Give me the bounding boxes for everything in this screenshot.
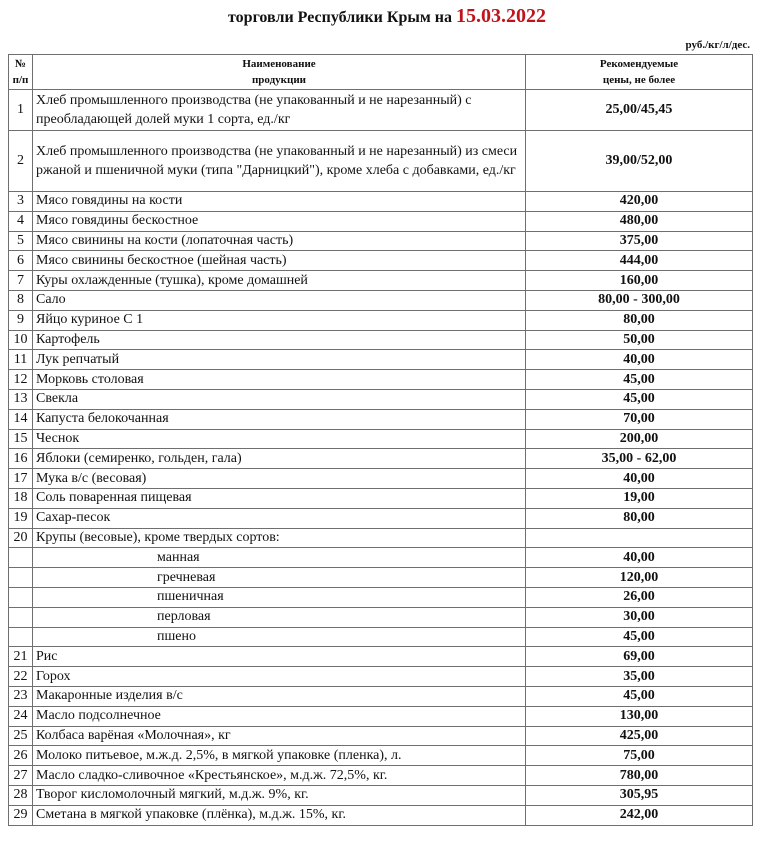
row-number: 8	[9, 290, 33, 310]
product-name: Горох	[33, 667, 526, 687]
product-name: Чеснок	[33, 429, 526, 449]
product-price: 30,00	[526, 607, 753, 627]
product-price: 80,00	[526, 508, 753, 528]
table-subrow	[9, 607, 753, 627]
product-price: 35,00	[526, 667, 753, 687]
product-name: Картофель	[33, 330, 526, 350]
product-price: 69,00	[526, 647, 753, 667]
row-number: 9	[9, 310, 33, 330]
product-price: 40,00	[526, 548, 753, 568]
row-number: 3	[9, 192, 33, 212]
row-number	[9, 627, 33, 647]
product-name: Колбаса варёная «Молочная», кг	[33, 726, 526, 746]
table-row	[9, 90, 753, 131]
row-number	[9, 607, 33, 627]
product-name: Мясо говядины на кости	[33, 192, 526, 212]
product-price: 45,00	[526, 370, 753, 390]
product-price: 200,00	[526, 429, 753, 449]
product-name: Мясо говядины бескостное	[33, 211, 526, 231]
product-price: 39,00/52,00	[526, 131, 753, 192]
table-row	[9, 746, 753, 766]
row-number	[9, 548, 33, 568]
product-price: 305,95	[526, 785, 753, 805]
product-name: Молоко питьевое, м.ж.д. 2,5%, в мягкой упаковке (пленка), л.	[33, 746, 526, 766]
row-number: 5	[9, 231, 33, 251]
row-number: 20	[9, 528, 33, 548]
row-number: 10	[9, 330, 33, 350]
row-number: 18	[9, 488, 33, 508]
product-price: 420,00	[526, 192, 753, 212]
product-price: 25,00/45,45	[526, 90, 753, 131]
header-num: № п/п	[9, 55, 33, 90]
product-price: 120,00	[526, 568, 753, 588]
table-subrow	[9, 568, 753, 588]
product-name: Сметана в мягкой упаковке (плёнка), м.д.ж. 15%, кг.	[33, 805, 526, 825]
row-number: 23	[9, 686, 33, 706]
table-row	[9, 290, 753, 310]
product-name: Яблоки (семиренко, гольден, гала)	[33, 449, 526, 469]
product-name: Масло подсолнечное	[33, 706, 526, 726]
product-price: 80,00	[526, 310, 753, 330]
product-price: 70,00	[526, 409, 753, 429]
product-name: Масло сладко-сливочное «Крестьянское», м.д.ж. 72,5%, кг.	[33, 766, 526, 786]
header-name: Наименование продукции	[33, 55, 526, 90]
product-name: Крупы (весовые), кроме твердых сортов:	[33, 528, 526, 548]
product-name: Сало	[33, 290, 526, 310]
product-price: 160,00	[526, 271, 753, 291]
table-row	[9, 667, 753, 687]
row-number: 21	[9, 647, 33, 667]
row-number: 29	[9, 805, 33, 825]
product-price: 19,00	[526, 488, 753, 508]
table-row	[9, 192, 753, 212]
row-number: 19	[9, 508, 33, 528]
product-price: 80,00 - 300,00	[526, 290, 753, 310]
product-name: Лук репчатый	[33, 350, 526, 370]
table-row	[9, 271, 753, 291]
row-number: 1	[9, 90, 33, 131]
table-row	[9, 449, 753, 469]
table-row	[9, 131, 753, 192]
row-number: 12	[9, 370, 33, 390]
product-price: 45,00	[526, 627, 753, 647]
row-number: 15	[9, 429, 33, 449]
document-title	[0, 4, 774, 30]
product-name: гречневая	[33, 568, 526, 588]
table-row	[9, 330, 753, 350]
header-price: Рекомендуемые цены, не более	[526, 55, 753, 90]
product-name: Свекла	[33, 389, 526, 409]
table-row	[9, 766, 753, 786]
row-number: 28	[9, 785, 33, 805]
row-number: 25	[9, 726, 33, 746]
row-number: 6	[9, 251, 33, 271]
row-number	[9, 568, 33, 588]
row-number: 2	[9, 131, 33, 192]
table-header-row	[9, 55, 753, 90]
product-price: 45,00	[526, 686, 753, 706]
table-subrow	[9, 548, 753, 568]
table-row	[9, 686, 753, 706]
product-name: Куры охлажденные (тушка), кроме домашней	[33, 271, 526, 291]
product-price: 35,00 - 62,00	[526, 449, 753, 469]
table-body	[9, 90, 753, 826]
row-number: 27	[9, 766, 33, 786]
table-row	[9, 706, 753, 726]
table-row	[9, 231, 753, 251]
units-label: руб./кг/л/дес.	[685, 39, 750, 51]
product-price: 780,00	[526, 766, 753, 786]
table-row	[9, 251, 753, 271]
table-row	[9, 805, 753, 825]
product-name: Яйцо куриное С 1	[33, 310, 526, 330]
product-name: Хлеб промышленного производства (не упакованный и не нарезанный) из смеси ржаной и пшеничной муки (типа "Дарницкий"), кроме хлеба с добавками, ед./кг	[33, 131, 526, 192]
table-row	[9, 350, 753, 370]
product-name: Хлеб промышленного производства (не упакованный и не нарезанный) с преобладающей долей муки 1 сорта, ед./кг	[33, 90, 526, 131]
product-price: 375,00	[526, 231, 753, 251]
product-name: Капуста белокочанная	[33, 409, 526, 429]
row-number: 11	[9, 350, 33, 370]
table-subrow	[9, 627, 753, 647]
table-row	[9, 726, 753, 746]
row-number: 4	[9, 211, 33, 231]
product-name: пшено	[33, 627, 526, 647]
row-number: 26	[9, 746, 33, 766]
product-price	[526, 528, 753, 548]
product-price: 26,00	[526, 587, 753, 607]
product-name: манная	[33, 548, 526, 568]
product-price: 444,00	[526, 251, 753, 271]
product-price: 242,00	[526, 805, 753, 825]
title-prefix: торговли Республики Крым на	[228, 9, 452, 26]
product-price: 40,00	[526, 350, 753, 370]
table-row	[9, 785, 753, 805]
table-row	[9, 310, 753, 330]
product-name: Морковь столовая	[33, 370, 526, 390]
product-name: Сахар-песок	[33, 508, 526, 528]
product-price: 75,00	[526, 746, 753, 766]
product-name: Творог кисломолочный мягкий, м.д.ж. 9%, кг.	[33, 785, 526, 805]
product-name: Рис	[33, 647, 526, 667]
row-number: 22	[9, 667, 33, 687]
product-name: Мясо свинины на кости (лопаточная часть)	[33, 231, 526, 251]
table-row	[9, 528, 753, 548]
product-name: Мясо свинины бескостное (шейная часть)	[33, 251, 526, 271]
product-price: 480,00	[526, 211, 753, 231]
table-row	[9, 429, 753, 449]
product-name: Мука в/с (весовая)	[33, 469, 526, 489]
table-row	[9, 389, 753, 409]
table-row	[9, 211, 753, 231]
row-number: 13	[9, 389, 33, 409]
row-number: 17	[9, 469, 33, 489]
price-table	[8, 54, 753, 826]
table-subrow	[9, 587, 753, 607]
title-date: 15.03.2022	[455, 5, 546, 27]
row-number: 14	[9, 409, 33, 429]
row-number: 16	[9, 449, 33, 469]
product-price: 50,00	[526, 330, 753, 350]
table-row	[9, 370, 753, 390]
product-price: 130,00	[526, 706, 753, 726]
product-price: 425,00	[526, 726, 753, 746]
table-row	[9, 469, 753, 489]
row-number	[9, 587, 33, 607]
table-row	[9, 508, 753, 528]
product-name: перловая	[33, 607, 526, 627]
table-row	[9, 647, 753, 667]
product-price: 40,00	[526, 469, 753, 489]
table-row	[9, 488, 753, 508]
product-price: 45,00	[526, 389, 753, 409]
product-name: Соль поваренная пищевая	[33, 488, 526, 508]
product-name: Макаронные изделия в/с	[33, 686, 526, 706]
table-row	[9, 409, 753, 429]
row-number: 7	[9, 271, 33, 291]
row-number: 24	[9, 706, 33, 726]
product-name: пшеничная	[33, 587, 526, 607]
